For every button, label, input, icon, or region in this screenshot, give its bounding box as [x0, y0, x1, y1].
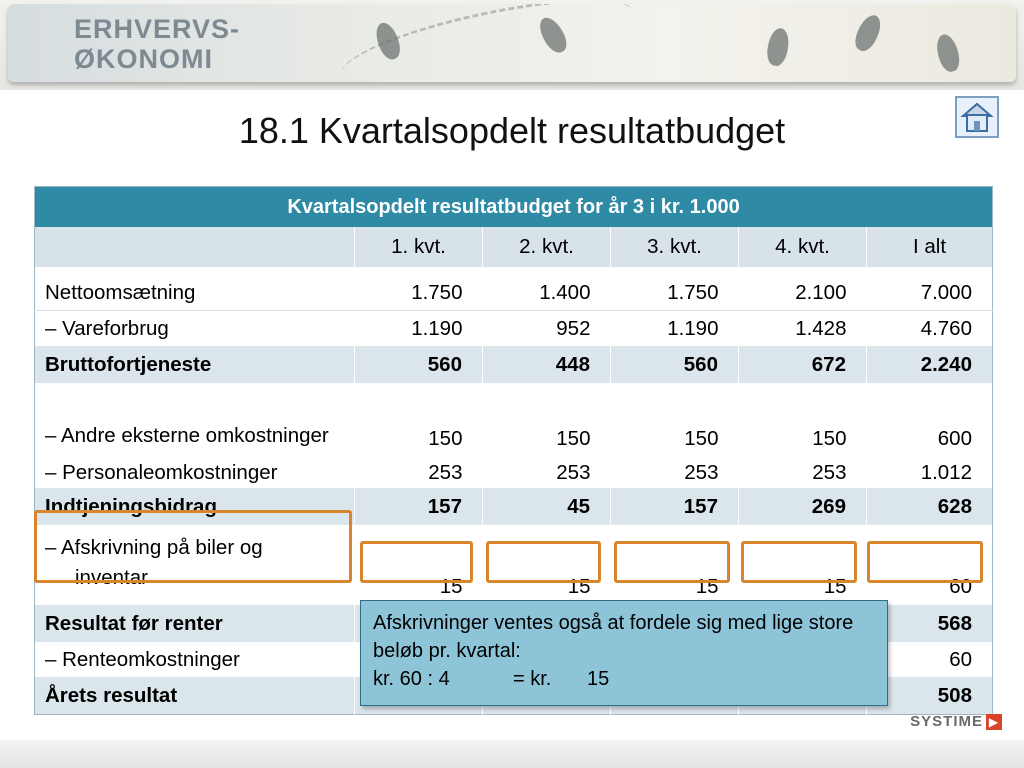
cell-value: 568 — [867, 605, 993, 642]
column-header: I alt — [867, 227, 993, 267]
page-title: 18.1 Kvartalsopdelt resultatbudget — [238, 110, 786, 151]
cell-value: 150 — [355, 383, 483, 457]
callout-calculation — [373, 665, 875, 693]
cell-value: 253 — [355, 457, 483, 488]
cell-value: 253 — [483, 457, 611, 488]
column-header: 1. kvt. — [355, 227, 483, 267]
table-caption-row — [35, 187, 993, 228]
brand-name: SYSTIME — [910, 713, 983, 730]
row-label: Indtjeningsbidrag — [35, 488, 355, 525]
banner-background — [8, 4, 1016, 82]
row-label — [35, 525, 355, 605]
cell-value: 45 — [483, 488, 611, 525]
table-caption: Kvartalsopdelt resultatbudget for år 3 i kr. 1.000 — [35, 187, 993, 228]
footprint-icon — [933, 32, 962, 74]
footer-bar — [0, 740, 1024, 768]
cell-value: 15 — [483, 525, 611, 605]
cell-value: 672 — [739, 346, 867, 383]
table-row — [35, 457, 993, 488]
cell-value: 269 — [739, 488, 867, 525]
cell-value: 1.750 — [355, 267, 483, 311]
calc-result: 15 — [587, 668, 610, 690]
row-label-text: – Afskrivning på biler og inventar — [45, 536, 263, 589]
arrow-icon: ▶ — [986, 714, 1002, 730]
cell-value: 2.240 — [867, 346, 993, 383]
row-label: – Personaleomkostninger — [35, 457, 355, 488]
row-label: Bruttofortjeneste — [35, 346, 355, 383]
cell-value: 4.760 — [867, 311, 993, 347]
cell-value: 150 — [611, 383, 739, 457]
footprint-icon — [765, 27, 791, 68]
cell-value: 15 — [355, 525, 483, 605]
cell-value: 157 — [355, 488, 483, 525]
row-label: – Vareforbrug — [35, 311, 355, 347]
cell-value: 1.190 — [611, 311, 739, 347]
cell-value: 253 — [611, 457, 739, 488]
cell-value: 1.012 — [867, 457, 993, 488]
row-label: – Renteomkostninger — [35, 642, 355, 677]
cell-value: 2.100 — [739, 267, 867, 311]
calc-equals: = kr. — [513, 668, 552, 690]
row-label — [35, 383, 355, 457]
cell-value: 448 — [483, 346, 611, 383]
column-header — [35, 227, 355, 267]
systime-logo — [910, 713, 1002, 730]
row-label: Resultat før renter — [35, 605, 355, 642]
cell-value: 952 — [483, 311, 611, 347]
table-row-total — [35, 488, 993, 525]
cell-value: 628 — [867, 488, 993, 525]
cell-value: 560 — [611, 346, 739, 383]
cell-value: 1.750 — [611, 267, 739, 311]
table-row — [35, 267, 993, 311]
table-row — [35, 383, 993, 457]
cell-value: 1.190 — [355, 311, 483, 347]
cell-value: 1.400 — [483, 267, 611, 311]
column-header: 2. kvt. — [483, 227, 611, 267]
table-row — [35, 525, 993, 605]
cell-value: 157 — [611, 488, 739, 525]
table-row-total — [35, 346, 993, 383]
explanation-callout — [360, 600, 888, 706]
logo-line-2: ØKONOMI — [74, 44, 213, 74]
column-header: 4. kvt. — [739, 227, 867, 267]
footprint-icon — [851, 12, 885, 55]
row-label: Årets resultat — [35, 677, 355, 715]
banner — [0, 0, 1024, 90]
cell-value: 60 — [867, 642, 993, 677]
cell-value: 15 — [611, 525, 739, 605]
column-header: 3. kvt. — [611, 227, 739, 267]
cell-value: 7.000 — [867, 267, 993, 311]
logo-line-1: ERHVERVS- — [74, 14, 241, 44]
cell-value: 1.428 — [739, 311, 867, 347]
cell-value: 508 — [867, 677, 993, 715]
cell-value: 253 — [739, 457, 867, 488]
cell-value: 600 — [867, 383, 993, 457]
cell-value: 150 — [739, 383, 867, 457]
row-label: Nettoomsætning — [35, 267, 355, 311]
cell-value: 150 — [483, 383, 611, 457]
cell-value: 60 — [867, 525, 993, 605]
table-header-row — [35, 227, 993, 267]
cell-value: 560 — [355, 346, 483, 383]
table-row — [35, 311, 993, 347]
cell-value: 15 — [739, 525, 867, 605]
row-label-text: – Andre eksterne omkostninger — [45, 424, 329, 447]
calc-left: kr. 60 : 4 — [373, 668, 450, 690]
callout-text: Afskrivninger ventes også at fordele sig med lige store beløb pr. kvartal: — [373, 612, 854, 662]
